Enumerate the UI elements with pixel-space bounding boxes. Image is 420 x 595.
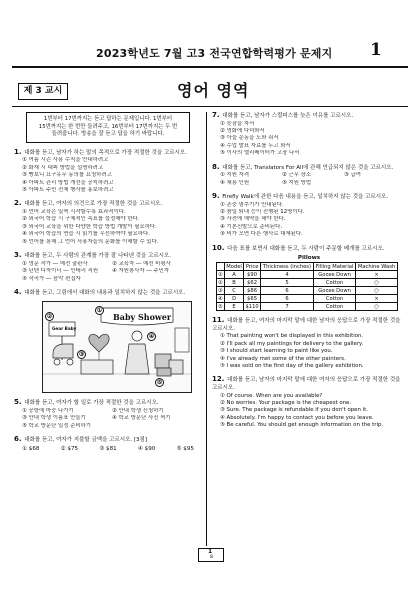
pillow-table bbox=[216, 262, 398, 311]
footer-total: 8 bbox=[210, 555, 213, 560]
option[interactable]: ③ 안내 학생 이름표 만들기 bbox=[22, 415, 86, 422]
question-stem bbox=[212, 193, 406, 202]
header-rule-2 bbox=[12, 106, 408, 107]
question-text: 대화를 듣고, 남자가 스컬피스를 늦은 이유를 고르시오. bbox=[222, 113, 354, 119]
left-column bbox=[14, 112, 202, 459]
notice-line: 1번부터 17번까지는 듣고 답하는 문제입니다. 1번부터 bbox=[43, 116, 173, 122]
question-text: 대화를 듣고, 여자의 마지막 말에 대한 남자의 응답으로 가장 적절한 것을 고르시오. bbox=[212, 318, 401, 332]
table-cell: E bbox=[224, 303, 243, 311]
header-rule bbox=[12, 66, 408, 68]
table-header-row bbox=[217, 263, 398, 271]
question-text: Firefly Walk에 관한 다음 내용을 듣고, 일치하지 않는 것을 고르시오. bbox=[222, 194, 389, 201]
question-number: 1. bbox=[14, 147, 22, 156]
table-cell: $90 bbox=[244, 271, 261, 279]
question-8 bbox=[212, 164, 406, 187]
table-cell: ⑤ bbox=[218, 303, 223, 310]
table-cell: Goose Down bbox=[313, 287, 355, 295]
question-stem bbox=[14, 200, 202, 209]
question-number: 12. bbox=[212, 375, 225, 384]
right-column bbox=[212, 112, 406, 436]
option[interactable]: ⑤ $95 bbox=[176, 445, 194, 452]
option[interactable]: ⑤ 아파트 주민 전체 행사를 홍보하려고 bbox=[22, 187, 114, 193]
option[interactable]: ⑤ 비가 오면 다른 행사로 대체된다. bbox=[220, 231, 303, 238]
table-header: Thickness (inches) bbox=[260, 263, 313, 271]
question-stem bbox=[14, 289, 202, 298]
option[interactable]: ③ I should start learning to paint like you. bbox=[220, 348, 333, 355]
option[interactable]: ④ 채용 인원 bbox=[220, 179, 250, 186]
table-cell: ○ bbox=[356, 303, 398, 311]
question-number: 9. bbox=[212, 192, 220, 201]
option[interactable]: ① 언어 교육은 일찍 시작할수록 효과적이다. bbox=[22, 209, 126, 215]
option[interactable]: ③ 아들 운동을 도와 줘서 bbox=[220, 135, 279, 142]
question-stem bbox=[212, 317, 406, 333]
question-3 bbox=[14, 252, 202, 283]
option[interactable]: ② 안내 학생 신청하기 bbox=[112, 407, 164, 414]
stroller-icon bbox=[53, 344, 73, 358]
question-number: 3. bbox=[14, 251, 22, 260]
option[interactable]: ③ 닌텐 디자이너 ― 인테리 직원 bbox=[22, 268, 99, 275]
table-cell: ④ bbox=[218, 295, 223, 302]
option[interactable]: ④ 아파트 관리 방법 개선을 공지하려고 bbox=[22, 179, 114, 186]
question-text: 대화를 듣고, 남자의 마지막 말에 대한 여자의 응답으로 가장 적절한 것을 고르시오. bbox=[212, 377, 401, 391]
question-text: 대화를 듣고, 여자가 할 일로 가장 적절한 것을 고르시오. bbox=[24, 400, 159, 406]
marker-1: ① bbox=[96, 308, 103, 314]
woman-head bbox=[132, 331, 142, 341]
options bbox=[14, 445, 202, 453]
option[interactable]: ③ 외국어 교육을 위한 다양한 학습 방법 개발이 필요하다. bbox=[22, 223, 157, 230]
option[interactable]: ② No worries. Your package is the cheapest one. bbox=[220, 399, 352, 406]
options bbox=[212, 333, 406, 370]
question-6 bbox=[14, 436, 202, 453]
table-row[interactable] bbox=[217, 295, 398, 303]
question-4 bbox=[14, 289, 202, 393]
question-10 bbox=[212, 245, 406, 312]
option[interactable]: ① 늦잠을 자서 bbox=[220, 120, 255, 127]
option[interactable]: ① 공항에 마중 나가기 bbox=[22, 407, 74, 414]
question-12 bbox=[212, 376, 406, 429]
options bbox=[212, 172, 406, 187]
table-cell: $65 bbox=[244, 295, 261, 303]
option[interactable]: ⑤ Be careful. You should get enough information on the trip. bbox=[220, 422, 384, 429]
question-stem bbox=[14, 399, 202, 408]
question-text: 대화를 듣고, 여자가 지불할 금액을 고르시오. [3점] bbox=[24, 437, 148, 444]
question-number: 2. bbox=[14, 199, 22, 208]
sign-text: Gear Baby bbox=[52, 326, 77, 331]
option[interactable]: ① $68 bbox=[22, 445, 40, 452]
question-11 bbox=[212, 317, 406, 370]
marker-5: ⑤ bbox=[156, 380, 163, 386]
question-number: 7. bbox=[212, 111, 220, 119]
options bbox=[212, 202, 406, 239]
table-cell: $62 bbox=[244, 279, 261, 287]
marker-2: ② bbox=[46, 314, 53, 320]
question-text: 대화를 듣고, 여자의 의견으로 가장 적절한 것을 고르시오. bbox=[24, 201, 163, 208]
options bbox=[14, 261, 202, 284]
option[interactable]: ⑤ 지원 방법 bbox=[282, 179, 312, 186]
table-cell: B bbox=[224, 279, 243, 287]
question-text: 대화를 듣고, 그림에서 대화의 내용과 일치하지 않는 것을 고르시오. bbox=[24, 290, 186, 297]
marker-4: ④ bbox=[148, 334, 155, 340]
table-cell: × bbox=[356, 271, 398, 279]
question-stem bbox=[14, 252, 202, 261]
table-row[interactable] bbox=[217, 271, 398, 279]
option[interactable]: ① Of course. When are you available? bbox=[220, 392, 323, 399]
footer-page: 1 bbox=[208, 548, 213, 555]
exam-title: 2023학년도 7월 고3 전국연합학력평가 문제지 bbox=[96, 47, 333, 60]
baby-shower-illustration bbox=[42, 301, 192, 393]
table-cell: × bbox=[356, 295, 398, 303]
heart-balloon-icon bbox=[89, 334, 109, 352]
question-number: 6. bbox=[14, 435, 22, 444]
question-stem bbox=[14, 436, 202, 445]
question-text: 다음 표를 보면서 대화를 듣고, 두 사람이 주문할 베개를 고르시오. bbox=[227, 245, 385, 252]
question-5 bbox=[14, 399, 202, 430]
table-cell: 6 bbox=[260, 295, 313, 303]
table bbox=[81, 360, 113, 374]
question-number: 5. bbox=[14, 398, 22, 406]
table-cell: A bbox=[224, 271, 243, 279]
options bbox=[14, 408, 202, 431]
option[interactable]: ① That painting won't be displayed in this exhibition. bbox=[220, 333, 364, 340]
option[interactable]: ② 화재 시 대피 방법을 설명하려고 bbox=[22, 164, 104, 171]
option[interactable]: ③ 빵보니 요구유무 동의를 요청하려고 bbox=[22, 172, 112, 179]
table-cell: $110 bbox=[245, 303, 259, 310]
option[interactable]: ④ $90 bbox=[137, 445, 156, 452]
option[interactable]: ① 지원 자격 bbox=[220, 172, 250, 179]
banner-text: Baby Shower bbox=[113, 312, 172, 322]
option[interactable]: ① 여름 시즌 사용 수칙을 안내하려고 bbox=[22, 157, 109, 164]
options bbox=[212, 393, 406, 430]
option[interactable]: ④ 외국어 학습의 연습 시 읽기를 우선하여야 필요하다. bbox=[22, 231, 150, 238]
table-header: Price bbox=[244, 263, 261, 271]
table-header: Model bbox=[226, 263, 242, 270]
subject-title: 영어 영역 bbox=[177, 81, 250, 100]
table-row[interactable] bbox=[217, 303, 398, 311]
option[interactable]: ② 근무 장소 bbox=[282, 172, 312, 179]
table-header: Filling Material bbox=[313, 263, 355, 271]
table-cell: D bbox=[224, 295, 243, 303]
notice-line: 들려줍니다. 방송을 잘 듣고 답을 하기 바랍니다. bbox=[51, 131, 165, 138]
options bbox=[14, 157, 202, 194]
option[interactable]: ② 교육자 ― 예전 비평사 bbox=[112, 260, 171, 267]
question-number: 11. bbox=[212, 316, 225, 325]
question-number: 4. bbox=[14, 288, 22, 297]
question-7 bbox=[212, 112, 406, 158]
page-number: 1 bbox=[370, 40, 382, 60]
gift-box-icon bbox=[155, 354, 171, 368]
question-stem bbox=[212, 376, 406, 392]
table-cell: Cotton bbox=[313, 279, 355, 287]
notice-line: 15번까지는 한 번만 들려주고, 16번부터 17번까지는 두 번 bbox=[38, 123, 178, 130]
table-cell: C bbox=[224, 287, 243, 295]
option[interactable]: ④ 학교 방문단 사진 찍기 bbox=[112, 415, 171, 422]
marker-3: ③ bbox=[78, 352, 85, 358]
table-cell: ○ bbox=[356, 279, 398, 287]
question-stem bbox=[212, 112, 406, 121]
option[interactable]: ② 영화에 다녀와서 bbox=[220, 128, 265, 134]
option[interactable]: ② 외국어 학습 시 구체적인 목표를 설정해야 한다. bbox=[22, 216, 140, 223]
table-cell: ③ bbox=[218, 287, 223, 294]
option[interactable]: ⑤ I was sold on the first day of the gallery exhibition. bbox=[220, 362, 364, 369]
table-row[interactable] bbox=[217, 279, 398, 287]
option[interactable]: ④ I've already met some of the other painters. bbox=[220, 355, 346, 362]
table-header: Machine Wash bbox=[356, 263, 398, 271]
table-cell: ① bbox=[218, 271, 223, 278]
option[interactable]: ② 참일 퇴내 등이 진행된 12명이다. bbox=[220, 209, 305, 216]
option[interactable]: ① 영문 작가 ― 예전 출판사 bbox=[22, 260, 88, 267]
stroller-wheel bbox=[67, 359, 73, 365]
table-cell: 5 bbox=[260, 279, 313, 287]
table-cell: ○ bbox=[356, 287, 398, 295]
listening-notice bbox=[26, 112, 190, 143]
option[interactable]: ⑤ 언어를 통해 그 언어 사용자들의 문화를 이해할 수 있다. bbox=[22, 238, 159, 245]
table-header bbox=[217, 263, 225, 271]
page-footer bbox=[198, 548, 224, 562]
table-cell: 7 bbox=[260, 303, 313, 311]
gift-box-icon bbox=[157, 368, 171, 376]
option[interactable]: ⑤ 학교 방문단 일정 준비하기 bbox=[22, 422, 91, 429]
question-number: 10. bbox=[212, 243, 225, 252]
option[interactable]: ⑤ 작곡가 ― 음악 편집자 bbox=[22, 275, 81, 282]
question-text: 대화를 듣고, 두 사람의 관계를 가장 잘 나타낸 것을 고르시오. bbox=[24, 253, 172, 260]
options bbox=[14, 209, 202, 246]
table-cell: 4 bbox=[260, 271, 313, 279]
question-stem bbox=[212, 164, 406, 173]
column-divider bbox=[206, 112, 207, 546]
table-cell: Cotton bbox=[313, 295, 355, 303]
shelf bbox=[175, 328, 189, 352]
option[interactable]: ③ 급여 bbox=[344, 172, 361, 179]
table-cell: 6 bbox=[260, 287, 313, 295]
period-box: 제 3 교시 bbox=[18, 83, 68, 100]
question-text: 대화를 듣고, Translators For All에 관해 언급되지 않은 것을 고르시오. bbox=[222, 164, 394, 171]
question-1 bbox=[14, 149, 202, 195]
stroller-wheel bbox=[54, 359, 60, 365]
options bbox=[212, 121, 406, 158]
option[interactable]: ③ 사전에 예약을 해야 한다. bbox=[220, 216, 286, 223]
table-cell: ② bbox=[218, 279, 223, 286]
option[interactable]: ④ 자원봉사자 ― 주민자 bbox=[112, 268, 170, 275]
woman-body bbox=[125, 344, 149, 374]
option[interactable]: ⑤ 이사의 엘리베이터가 고장 나서 bbox=[220, 150, 300, 157]
option[interactable]: ② $75 bbox=[60, 445, 79, 452]
table-cell: $86 bbox=[244, 287, 261, 295]
option[interactable]: ② I'll pack all my paintings for delivery to the gallery. bbox=[220, 340, 364, 347]
question-9 bbox=[212, 193, 406, 239]
question-stem bbox=[14, 149, 202, 158]
option[interactable]: ① 존중 멈추기가 안내된다. bbox=[220, 201, 284, 208]
option[interactable]: ④ 기본신발으로 준비된다. bbox=[220, 223, 283, 230]
table-row[interactable] bbox=[217, 287, 398, 295]
question-2 bbox=[14, 200, 202, 246]
option[interactable]: ④ Absolutely. I'm happy to contact you before you leave. bbox=[220, 414, 374, 421]
table-cell: Cotton bbox=[313, 303, 355, 311]
question-text: 대화를 듣고, 남자가 하는 말의 목적으로 가장 적절한 것을 고르시오. bbox=[24, 149, 187, 156]
option[interactable]: ③ $81 bbox=[99, 445, 117, 452]
table-cell: Goose Down bbox=[313, 271, 355, 279]
question-stem bbox=[212, 245, 406, 254]
table-caption: Pillows bbox=[297, 255, 321, 262]
option[interactable]: ③ Sure. The package is refundable if you don't open it. bbox=[220, 407, 368, 414]
option[interactable]: ④ 수업 발표 자료를 두고 와서 bbox=[220, 142, 291, 149]
question-number: 8. bbox=[212, 162, 220, 171]
